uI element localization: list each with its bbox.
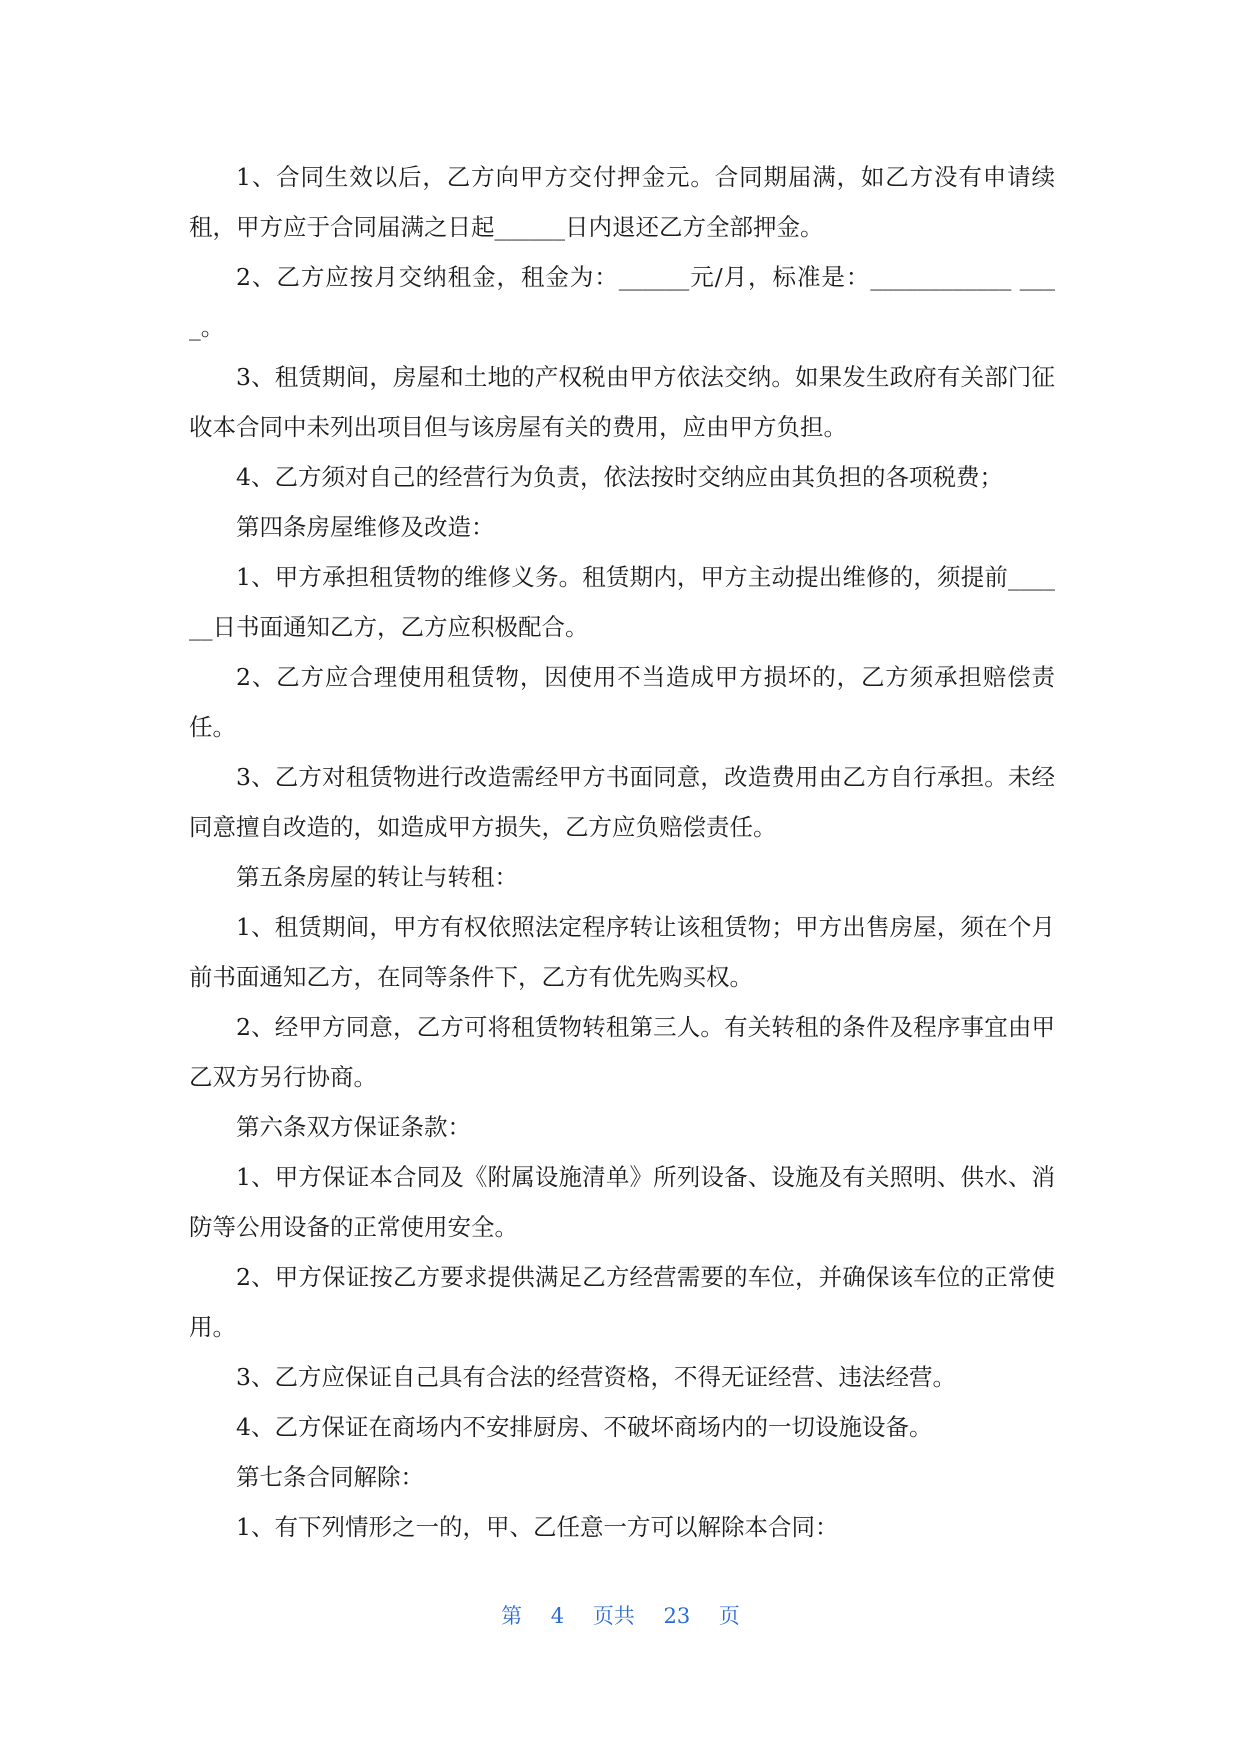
paragraph: 2、乙方应按月交纳租金，租金为：______元/月，标准是：____________ ____。 <box>189 263 1055 341</box>
paragraph: 1、甲方保证本合同及《附属设施清单》所列设备、设施及有关照明、供水、消防等公用设备的正常使用安全。 <box>189 1163 1055 1241</box>
paragraph: 3、乙方应保证自己具有合法的经营资格，不得无证经营、违法经营。 <box>236 1363 956 1391</box>
section-heading: 第五条房屋的转让与转租： <box>236 863 518 891</box>
paragraph: 4、乙方保证在商场内不安排厨房、不破坏商场内的一切设施设备。 <box>236 1413 933 1441</box>
total-pages-number: 23 <box>663 1604 691 1628</box>
paragraph: 1、租赁期间，甲方有权依照法定程序转让该租赁物；甲方出售房屋，须在个月前书面通知乙方，在同等条件下，乙方有优先购买权。 <box>189 913 1055 991</box>
paragraph: 1、甲方承担租赁物的维修义务。租赁期内，甲方主动提出维修的，须提前______日书面通知乙方，乙方应积极配合。 <box>189 563 1055 641</box>
paragraph: 2、甲方保证按乙方要求提供满足乙方经营需要的车位，并确保该车位的正常使用。 <box>189 1263 1055 1341</box>
section-heading: 第四条房屋维修及改造： <box>236 513 495 541</box>
paragraph: 2、乙方应合理使用租赁物，因使用不当造成甲方损坏的，乙方须承担赔偿责任。 <box>189 663 1055 741</box>
footer-suffix: 页 <box>718 1604 740 1628</box>
paragraph: 1、有下列情形之一的，甲、乙任意一方可以解除本合同： <box>236 1513 839 1541</box>
paragraph: 3、乙方对租赁物进行改造需经甲方书面同意，改造费用由乙方自行承担。未经同意擅自改造的，如造成甲方损失，乙方应负赔偿责任。 <box>189 763 1055 841</box>
section-heading: 第六条双方保证条款： <box>236 1113 471 1141</box>
footer-middle: 页共 <box>592 1604 635 1628</box>
current-page-number: 4 <box>550 1604 565 1628</box>
document-body <box>189 152 1055 1552</box>
paragraph: 3、租赁期间，房屋和土地的产权税由甲方依法交纳。如果发生政府有关部门征收本合同中未列出项目但与该房屋有关的费用，应由甲方负担。 <box>189 363 1055 441</box>
section-heading: 第七条合同解除： <box>236 1463 424 1491</box>
paragraph: 1、合同生效以后，乙方向甲方交付押金元。合同期届满，如乙方没有申请续租，甲方应于合同届满之日起______日内退还乙方全部押金。 <box>189 163 1055 241</box>
paragraph: 2、经甲方同意，乙方可将租赁物转租第三人。有关转租的条件及程序事宜由甲乙双方另行协商。 <box>189 1013 1055 1091</box>
paragraph: 4、乙方须对自己的经营行为负责，依法按时交纳应由其负担的各项税费； <box>236 463 1003 491</box>
page-footer <box>0 1600 1241 1630</box>
footer-prefix: 第 <box>501 1604 523 1628</box>
